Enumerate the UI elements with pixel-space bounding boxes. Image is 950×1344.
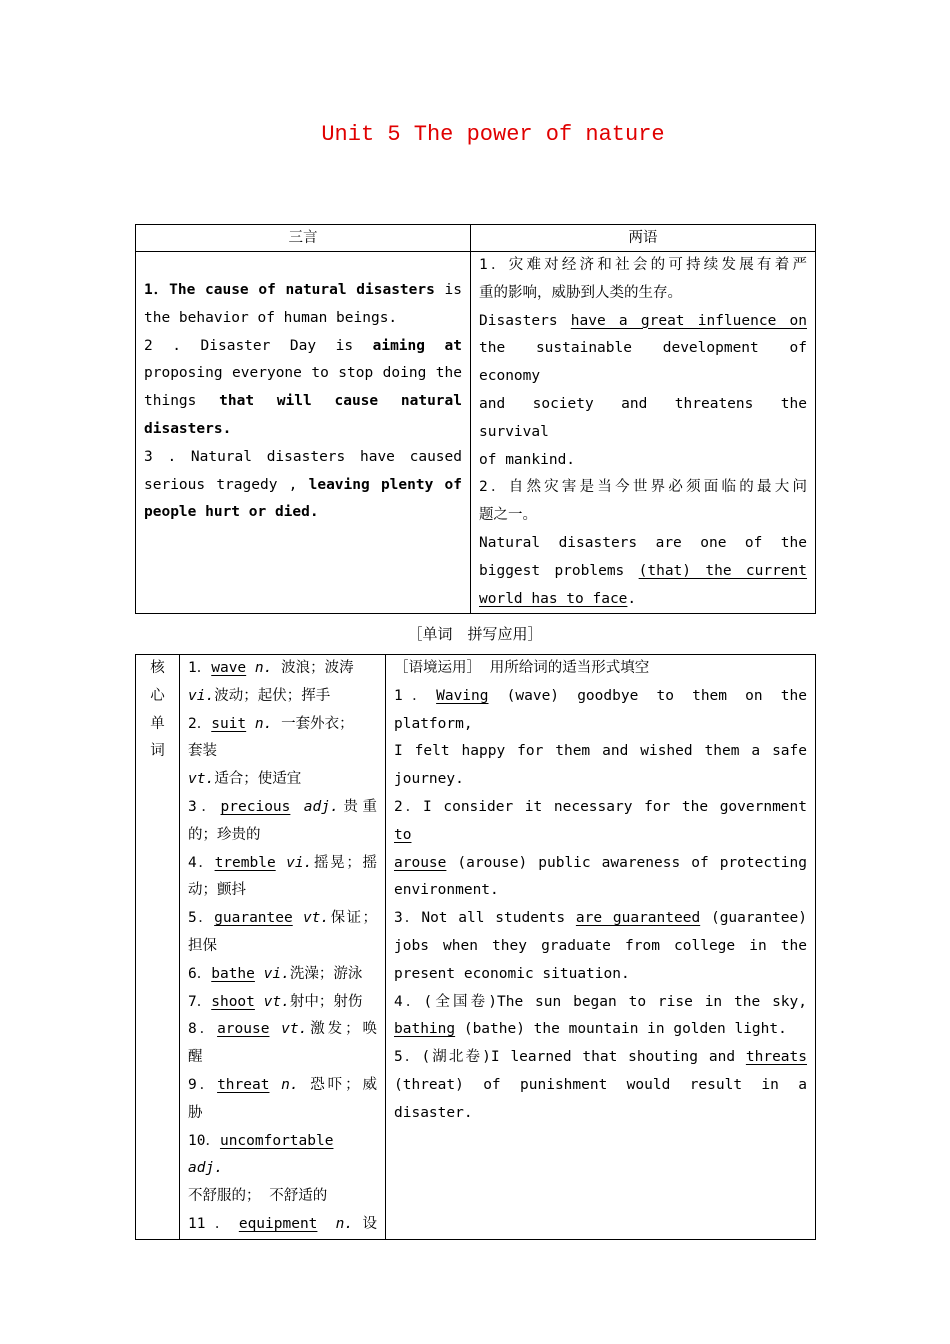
exercise-4: 4．(全国卷)The sun began to rise in the sky,: [394, 993, 807, 1010]
word-item: 3．precious adj.贵重: [188, 798, 378, 815]
vocabulary-table: [135, 654, 816, 1240]
translation-1-cn-2: 重的影响，威胁到人类的生存。: [479, 284, 682, 301]
translation-2-en-3: world has to face.: [479, 590, 637, 607]
header-san-yan: 三言: [136, 225, 471, 252]
sentence-2-line-4: disasters.: [144, 420, 232, 437]
exercise-3: 3．Not all students are guaranteed (guarantee): [394, 910, 807, 927]
sentence-1-line-1: 1．The cause of natural disasters is: [144, 282, 462, 298]
translation-1-en-4: of mankind.: [479, 451, 576, 468]
word-item: 7．shoot vt.射中；射伤: [188, 993, 363, 1010]
translation-1-en-2: the sustainable development of economy: [479, 340, 807, 385]
translation-1-en-1: Disasters have a great influence on: [479, 312, 807, 329]
word-item: 6．bathe vi.洗澡；游泳: [188, 965, 363, 982]
word-item: 11．equipment n.设: [188, 1215, 377, 1232]
sentence-2-line-3: things that will cause natural: [144, 393, 462, 410]
sentence-3-line-2: serious tragedy , leaving plenty of: [144, 476, 462, 493]
word-item: 1．wave n. 波浪；波涛: [188, 660, 354, 676]
phrases-table: [135, 224, 816, 614]
word-item: 10．uncomfortable adj.: [188, 1132, 334, 1177]
sentence-2-line-2: proposing everyone to stop doing the: [144, 365, 462, 382]
header-liang-yu: 两语: [471, 225, 816, 252]
word-list-cell: 1．wave n. 波浪；波涛 vi.波动；起伏；挥手 2．suit n. 一套外衣； 套装 vt.适合；使适宜 3．precious adj.贵重 的；珍贵的 4．tremble vi.摇晃；摇 动；颤抖 5．guarantee vt.保证； 担保 6．bathe vi.洗澡；游泳 7．shoot vt.射中；射伤 8．arouse vt.激发；唤 醒 9．threat n. 恐吓；威 胁 10．uncomfortable adj. 不舒服的； 不舒适的 11．equipment n.设: [180, 655, 386, 1240]
word-item: 8．arouse vt.激发；唤: [188, 1021, 378, 1038]
exercise-heading: ［语境运用］ 用所给词的适当形式填空: [394, 660, 650, 676]
sentence-3-line-3: people hurt or died.: [144, 504, 319, 521]
sentences-cell: [136, 252, 471, 614]
translations-cell: [471, 252, 816, 614]
translation-1-en-3: and society and threatens the survival: [479, 395, 807, 440]
core-words-label: 核 心 单 词: [136, 655, 180, 1240]
translation-2-cn-2: 题之一。: [479, 507, 537, 524]
exercise-1: 1．Waving (wave) goodbye to them on the platform,: [394, 687, 807, 732]
translation-1-cn-1: 1．灾难对经济和社会的可持续发展有着严: [479, 257, 807, 273]
exercise-5: 5．(湖北卷)I learned that shouting and threats: [394, 1049, 807, 1066]
sentence-1-line-2: the behavior of human beings.: [144, 309, 398, 326]
word-item: 9．threat n. 恐吓；威: [188, 1076, 378, 1093]
exercise-2: 2．I consider it necessary for the government to: [394, 798, 807, 843]
translation-2-cn-1: 2．自然灾害是当今世界必须面临的最大问: [479, 479, 807, 496]
word-item: 2．suit n. 一套外衣；: [188, 715, 354, 732]
sentence-2-line-1: 2 . Disaster Day is aiming at: [144, 337, 462, 354]
sentence-3-line-1: 3 . Natural disasters have caused: [144, 448, 462, 465]
translation-2-en-1: Natural disasters are one of the: [479, 534, 807, 551]
word-item: 5．guarantee vt.保证；: [188, 910, 378, 927]
page-title: Unit 5 The power of nature: [321, 122, 665, 147]
word-item: 4．tremble vi.摇晃；摇: [188, 854, 377, 871]
translation-2-en-2: biggest problems (that) the current: [479, 562, 808, 579]
section-heading: ［单词 拼写应用］: [407, 625, 543, 643]
exercise-cell: ［语境运用］ 用所给词的适当形式填空 1．Waving (wave) goodbye to them on the platform, I felt happy for them and wished them a safe journey. 2．I consider it necessary for the government to arouse (arouse) public awareness of protecting environment. 3．Not all students are guaranteed (guarantee) jobs when they graduate from college in the present economic situation. 4．(全国卷)The sun began to rise in the sky, bathing (bathe) the mountain in golden light. 5．(湖北卷)I learned that shouting and threats (threat) of punishment would result in a disaster.: [386, 655, 816, 1240]
